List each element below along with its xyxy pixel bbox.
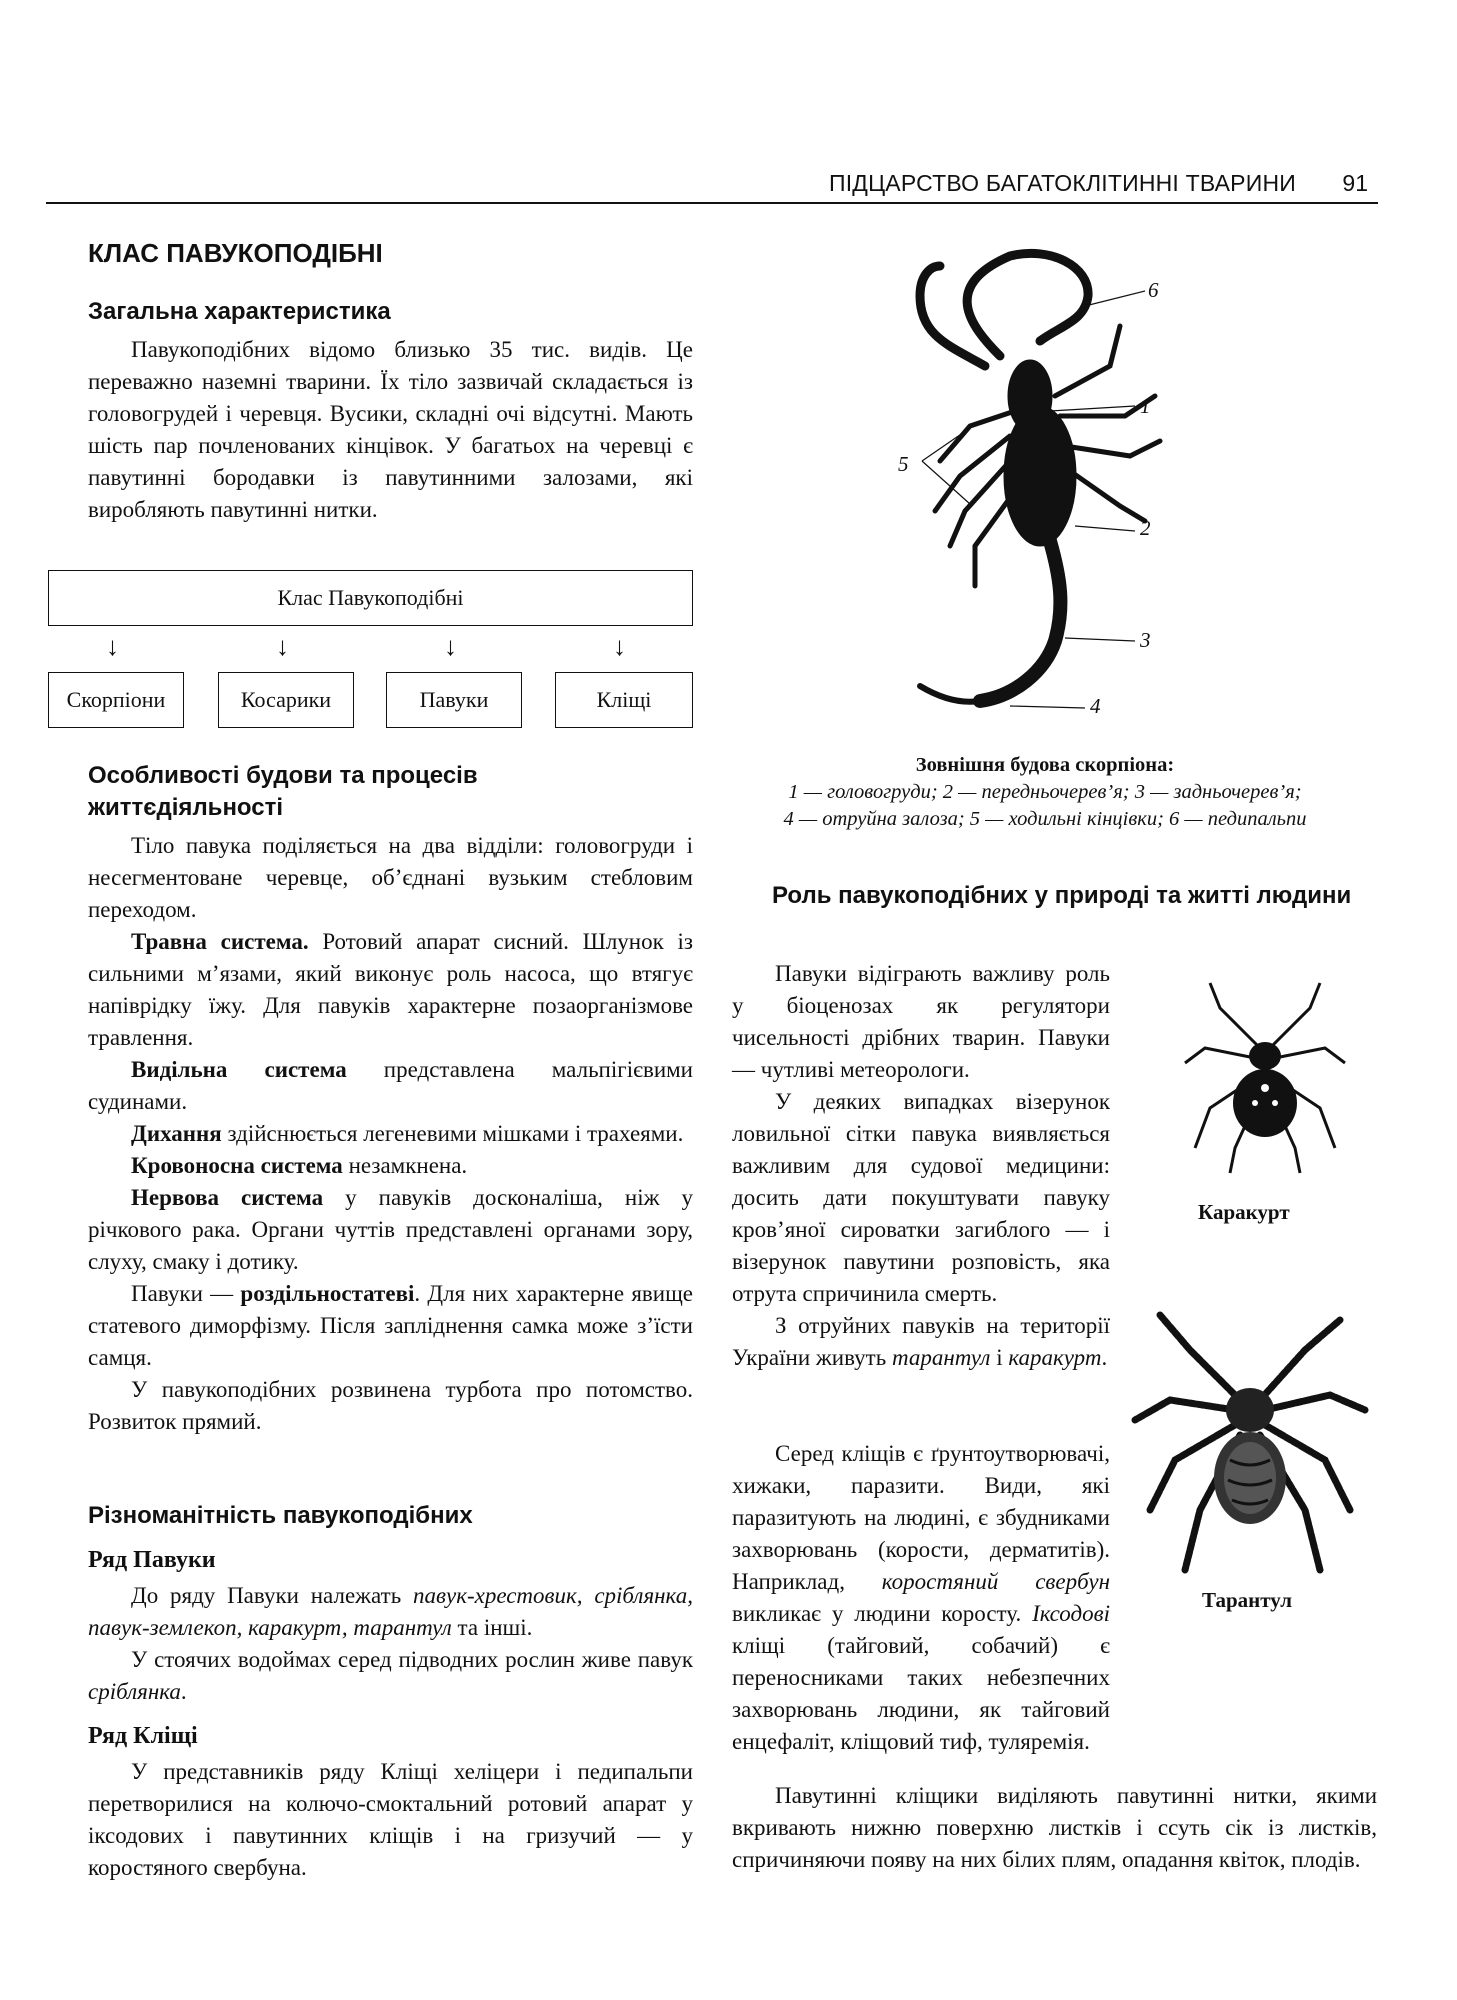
role-p2: У деяких випадках візерунок ловильної сітки павука виявляється важливим для судової медицини: досить дати покуштувати павуку кров’яної сироватки загиблого — і візерунок павутини розповість, яка отрута спричинила смерть. xyxy=(732,1089,1110,1306)
order-spiders-p1 xyxy=(88,1580,693,1644)
scorpion-caption-title: Зовнішня будова скорпіона: xyxy=(915,754,1175,776)
diagram-arrow: ↓ xyxy=(444,632,457,661)
diagram-root-box: Клас Павукоподібні xyxy=(48,570,693,626)
diagram-child-box: Кліщі xyxy=(555,672,693,728)
digestive-text: Ротовий апарат сисний. Шлунок із сильними м’язами, який виконує роль насоса, що втягує напіврідку їжу. Для павуків характерне позаорганізмове травлення. xyxy=(88,929,693,1050)
role-p1: Павуки відіграють важливу роль у біоценозах як регулятори чисельності дрібних тварин. Павуки — чутливі метеорологи. xyxy=(732,961,1110,1082)
role-p4-c: кліщі (тайговий, собачий) є переносниками таких небезпечних захворювань людини, як тайговий енцефаліт, кліщовий тиф, туляремія. xyxy=(732,1633,1110,1754)
role-narrow-column xyxy=(732,958,1110,1374)
digestive-label: Травна система. xyxy=(131,929,309,954)
role-p5: Павутинні кліщики виділяють павутинні нитки, якими вкривають нижню поверхню листків і ссуть сік із листків, спричиняючи появу на них білих плям, опадання квіток, плодів. xyxy=(732,1783,1377,1872)
scorpion-caption-line1: 1 — головогруди; 2 — передньочерев’я; 3 — задньочерев’я; xyxy=(788,781,1302,803)
role-heading: Роль павукоподібних у природі та житті людини xyxy=(772,882,1352,909)
scorpion-caption xyxy=(690,752,1400,833)
circulatory-label: Кровоносна система xyxy=(131,1153,343,1178)
running-header xyxy=(46,168,1378,204)
diagram-child-box: Косарики xyxy=(218,672,354,728)
nervous-text: у павуків досконаліша, ніж у річкового рака. Органи чуттів представлені органами зору, слуху, смаку і дотику. xyxy=(88,1185,693,1274)
features-section xyxy=(88,760,693,1438)
o1-species: павук-хрестовик, сріблянка, павук-землекоп, каракурт, тарантул xyxy=(88,1583,693,1640)
general-text: Павукоподібних відомо близько 35 тис. видів. Це переважно наземні тварини. Їх тіло зазвичай складається із головогрудей і черевця. Вусики, складні очі відсутні. Мають шість пар почленованих кінцівок. У багатьох на черевці є павутинні бородавки із павутинними залозами, які виробляють павутинні нитки. xyxy=(88,337,693,522)
diagram-child-box: Павуки xyxy=(386,672,522,728)
nervous-label: Нервова система xyxy=(131,1185,324,1210)
order-mites-p1: У представників ряду Кліщі хеліцери і педипальпи перетворилися на колючо-смоктальний ротовий апарат у іксодових і павутинних кліщів і на гризучий — у коростяного свербуна. xyxy=(88,1759,693,1880)
o1-text-a: До ряду Павуки належать xyxy=(131,1583,413,1608)
general-section xyxy=(88,296,693,526)
excretory-text: представлена мальпігієвими судинами. xyxy=(88,1057,693,1114)
running-title: ПІДЦАРСТВО БАГАТОКЛІТИННІ ТВАРИНИ xyxy=(828,170,1296,196)
tarantul-illustration xyxy=(1130,1310,1370,1590)
features-p4 xyxy=(88,1118,693,1150)
general-heading: Загальна характеристика xyxy=(88,298,391,325)
role-p3-b: і xyxy=(990,1345,1009,1370)
o1-p2-species: сріблянка xyxy=(88,1679,181,1704)
order-spiders-p2 xyxy=(88,1644,693,1708)
excretory-label: Видільна система xyxy=(131,1057,347,1082)
o1-p2-text-a: У стоячих водоймах серед підводних рослин живе павук xyxy=(131,1647,693,1672)
features-p7 xyxy=(88,1278,693,1374)
features-p2 xyxy=(88,926,693,1054)
role-p3 xyxy=(732,1310,1110,1374)
scorpion-label-2: 2 xyxy=(1140,516,1151,540)
role-p4-ixodid: Іксодові xyxy=(1032,1601,1110,1626)
scorpion-label-4: 4 xyxy=(1090,694,1101,718)
reproduction-text-a: Павуки — xyxy=(131,1281,241,1306)
karakurt-illustration xyxy=(1180,978,1350,1178)
features-heading: Особливості будови та процесів життєдіяльності xyxy=(88,762,478,821)
circulatory-text: незамкнена. xyxy=(342,1153,468,1178)
role-p3-c: . xyxy=(1101,1345,1108,1370)
features-p1: Тіло павука поділяється на два відділи: головогруди і несегментоване черевце, об’єднані вузьким стебловим переходом. xyxy=(88,833,693,922)
scorpion-caption-line2: 4 — отруйна залоза; 5 — ходильні кінцівки; 6 — педипальпи xyxy=(783,808,1307,830)
section-title: КЛАС ПАВУКОПОДІБНІ xyxy=(88,238,383,268)
diagram-arrow: ↓ xyxy=(276,632,289,661)
features-p5 xyxy=(88,1150,693,1182)
role-p3-karakurt: каракурт xyxy=(1008,1345,1102,1370)
role-p3-tarantul: тарантул xyxy=(891,1345,991,1370)
diagram-arrow: ↓ xyxy=(106,632,119,661)
respiration-label: Дихання xyxy=(131,1121,222,1146)
respiration-text: здійснюється легеневими мішками і трахеями. xyxy=(221,1121,684,1146)
order-spiders-heading: Ряд Павуки xyxy=(88,1547,216,1573)
role-p4-b: викликає у людини коросту. xyxy=(732,1601,1033,1626)
role-p4 xyxy=(732,1438,1110,1758)
scorpion-label-1: 1 xyxy=(1140,394,1151,418)
diversity-heading: Різноманітність павукоподібних xyxy=(88,1502,473,1529)
diversity-section xyxy=(88,1500,693,1884)
role-p3-a: З отруйних павуків на території України живуть xyxy=(732,1313,1110,1370)
diagram-arrow: ↓ xyxy=(613,632,626,661)
features-p3 xyxy=(88,1054,693,1118)
features-p6 xyxy=(88,1182,693,1278)
scorpion-label-6: 6 xyxy=(1148,278,1159,302)
role-p4-a: Серед кліщів є ґрунтоутворювачі, хижаки, паразити. Види, які паразитують на людині, є збудниками захворювань (корости, дерматитів). Наприклад, xyxy=(732,1441,1110,1594)
page-number: 91 xyxy=(1342,170,1368,196)
reproduction-label: роздільностатеві xyxy=(240,1281,415,1306)
diagram-child-box: Скорпіони xyxy=(48,672,184,728)
role-p4-mite: коростяний свербун xyxy=(881,1569,1110,1594)
order-mites-heading: Ряд Кліщі xyxy=(88,1723,198,1749)
scorpion-illustration xyxy=(880,246,1180,736)
reproduction-text-b: . Для них характерне явище статевого диморфізму. Після запліднення самка може з’їсти самця. xyxy=(88,1281,693,1370)
o1-text-b: та інші. xyxy=(451,1615,533,1640)
tarantul-caption: Тарантул xyxy=(1202,1588,1293,1612)
features-p8: У павукоподібних розвинена турбота про потомство. Розвиток прямий. xyxy=(88,1377,693,1434)
karakurt-caption: Каракурт xyxy=(1198,1200,1290,1224)
role-heading-wrap xyxy=(732,880,1362,912)
scorpion-label-5: 5 xyxy=(898,452,909,476)
scorpion-label-3: 3 xyxy=(1140,628,1151,652)
o1-p2-text-b: . xyxy=(180,1679,187,1704)
role-bottom-column xyxy=(732,1780,1377,1876)
